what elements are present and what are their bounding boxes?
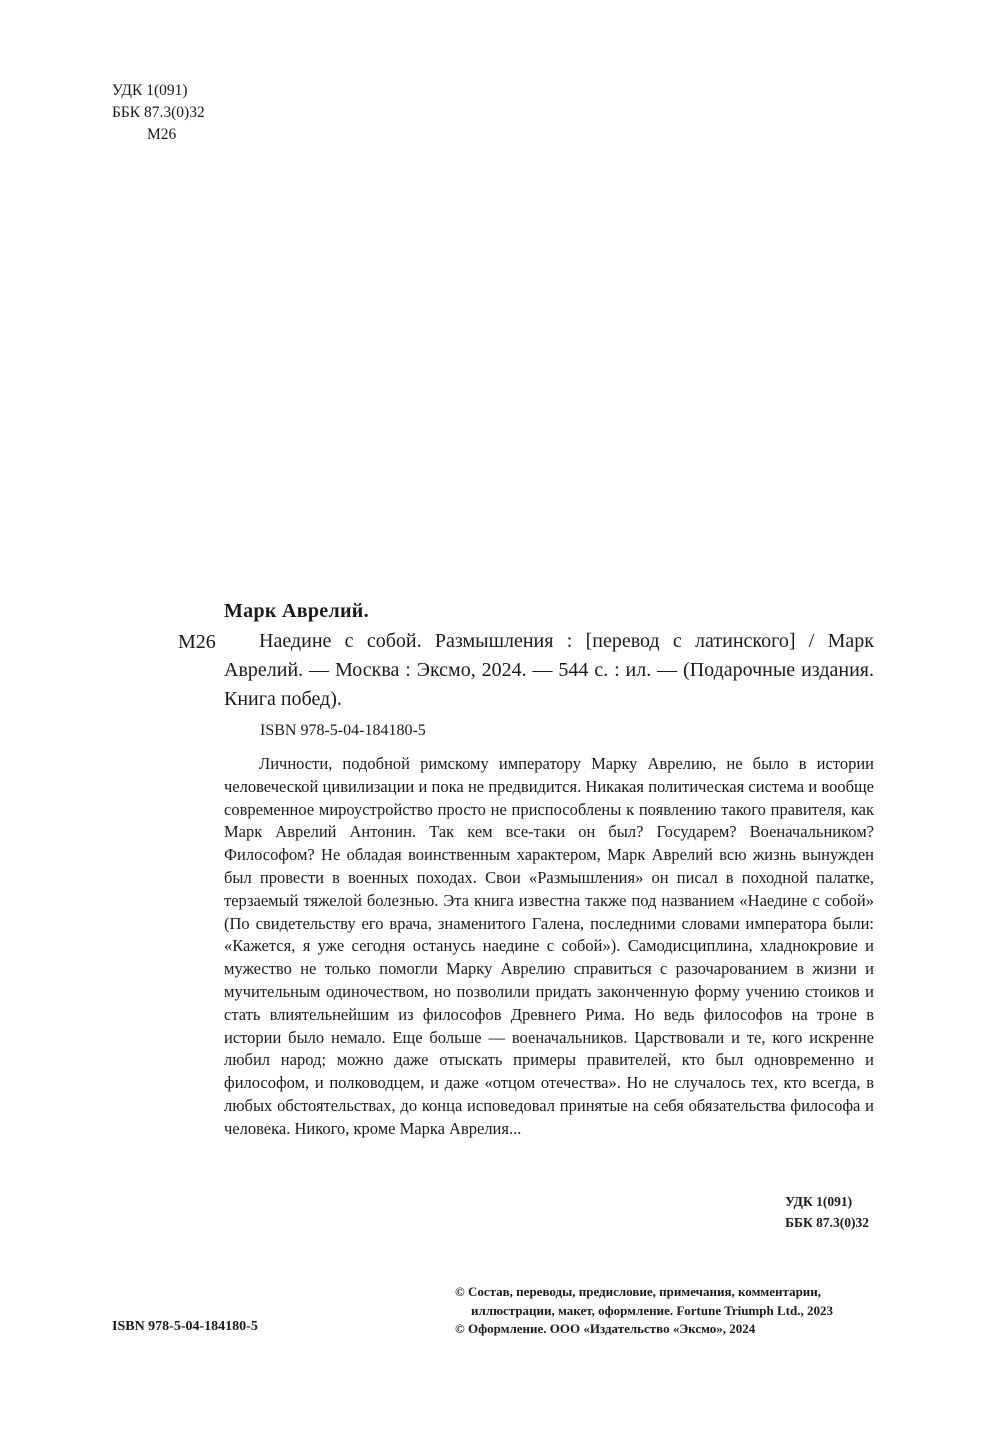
copyright-block	[455, 1283, 875, 1339]
top-classification	[112, 80, 205, 146]
udk-code: УДК 1(091)	[112, 82, 188, 99]
annotation-paragraph: Личности, подобной римскому императору Марку Аврелию, не было в истории человеческой цивилизации и пока не предвидится. Никакая политическая система и вообще современное мироустройство просто не приспособлены к появлению такого правителя, как Марк Аврелий Антонин. Так кем все-таки он был? Государем? Военачальником? Философом? Не обладая воинственным характером, Марк Аврелий всю жизнь вынужден был провести в военных походах. Свои «Размышления» он писал в походной палатке, терзаемый тяжелой болезнью. Эта книга известна также под названием «Наедине с собой» (По свидетельству его врача, знаменитого Галена, последними словами императора были: «Кажется, я уже сегодня останусь наедине с собой»). Самодисциплина, хладнокровие и мужество не только помогли Марку Аврелию справиться с разочарованием в жизни и мучительным одиночеством, но позволили придать законченную форму учению стоиков и стать влиятельнейшим из философов Древнего Рима. Но ведь философов на троне в истории было немало. Еще больше — военачальников. Царствовали и те, кого искренне любил народ; можно даже отыскать примеры правителей, кто был одновременно и философом, и полководцем, и даже «отцом отечества». Но не случалось тех, кто всегда, в любых обстоятельствах, до конца исповедовал принятые на себя обязательства философа и человека. Никого, кроме Марка Аврелия...	[224, 754, 874, 1138]
udk-code-bottom: УДК 1(091)	[785, 1194, 853, 1209]
isbn-line: ISBN 978-5-04-184180-5	[260, 722, 426, 739]
author-sign-margin: М26	[178, 631, 216, 653]
copyright-line: © Оформление. ООО «Издательство «Эксмо», 2024	[455, 1321, 756, 1336]
bbk-code-bottom: ББК 87.3(0)32	[785, 1215, 869, 1230]
author-sign: М26	[147, 126, 177, 143]
author-heading: Марк Аврелий.	[224, 600, 369, 622]
bbk-code: ББК 87.3(0)32	[112, 104, 205, 121]
isbn-footer: ISBN 978-5-04-184180-5	[112, 1319, 258, 1334]
bottom-classification	[785, 1191, 869, 1233]
bibliographic-description: Наедине с собой. Размышления : [перевод с латинского] / Марк Аврелий. — Москва : Эксмо, 2024. — 544 с. : ил. — (Подарочные издания. Книга побед).	[224, 630, 874, 710]
copyright-line: иллюстрации, макет, оформление. Fortune Triumph Ltd., 2023	[471, 1302, 833, 1318]
copyright-line: © Состав, переводы, предисловие, примечания, комментарии,	[455, 1284, 822, 1299]
